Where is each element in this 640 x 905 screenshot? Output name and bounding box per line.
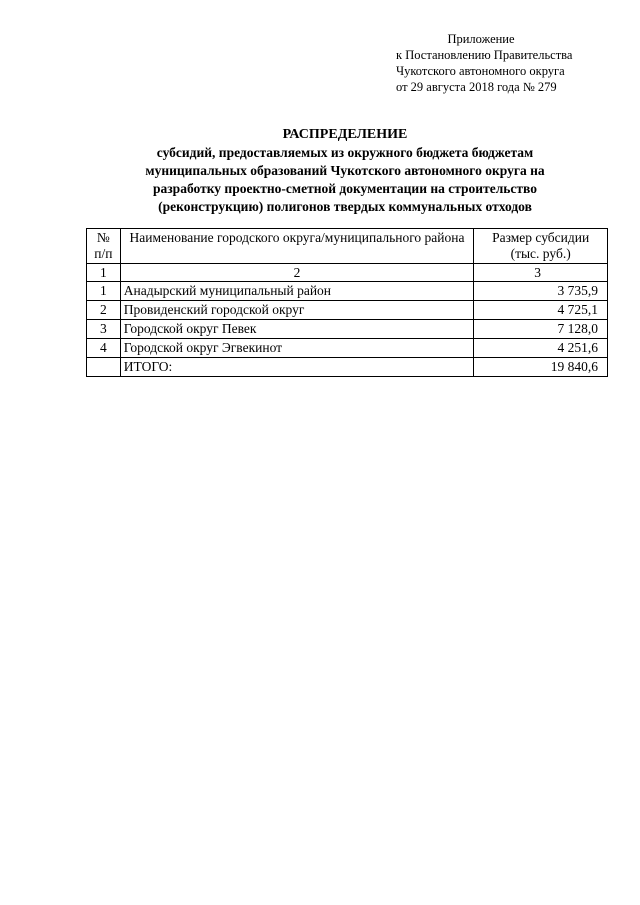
total-label: ИТОГО: [120,358,474,377]
appendix-block [396,31,626,95]
row-sum: 4 251,6 [474,339,608,358]
row-name: Анадырский муниципальный район [120,282,474,301]
title-line-3: разработку проектно-сметной документации на строительство [153,181,537,196]
header-num: № п/п [87,229,121,264]
table-row [87,339,608,358]
row-sum: 7 128,0 [474,320,608,339]
title-line-4: (реконструкцию) полигонов твердых коммунальных отходов [158,199,532,214]
row-name: Провиденский городской округ [120,301,474,320]
column-index-row [87,264,608,282]
appendix-line-4: от 29 августа 2018 года № 279 [396,80,557,94]
subsidy-table [86,228,608,377]
index-cell: 3 [474,264,608,282]
table-row [87,320,608,339]
row-num: 2 [87,301,121,320]
title-heading: РАСПРЕДЕЛЕНИЕ [282,127,408,142]
row-num: 4 [87,339,121,358]
index-cell: 1 [87,264,121,282]
appendix-line-1: Приложение [447,32,515,46]
total-sum: 19 840,6 [474,358,608,377]
row-name: Городской округ Певек [120,320,474,339]
table-row [87,282,608,301]
index-cell: 2 [120,264,474,282]
header-sum: Размер субсидии (тыс. руб.) [474,229,608,264]
row-num: 1 [87,282,121,301]
total-row [87,358,608,377]
appendix-line-2: к Постановлению Правительства [396,48,573,62]
table-header-row [87,229,608,264]
appendix-line-3: Чукотского автономного округа [396,64,565,78]
row-num: 3 [87,320,121,339]
table-row [87,301,608,320]
row-name: Городской округ Эгвекинот [120,339,474,358]
header-name: Наименование городского округа/муниципального района [120,229,474,264]
title-line-1: субсидий, предоставляемых из окружного бюджета бюджетам [156,145,534,160]
row-sum: 3 735,9 [474,282,608,301]
total-num [87,358,121,377]
title-line-2: муниципальных образований Чукотского автономного округа на [145,163,545,178]
row-sum: 4 725,1 [474,301,608,320]
document-title [100,126,590,216]
